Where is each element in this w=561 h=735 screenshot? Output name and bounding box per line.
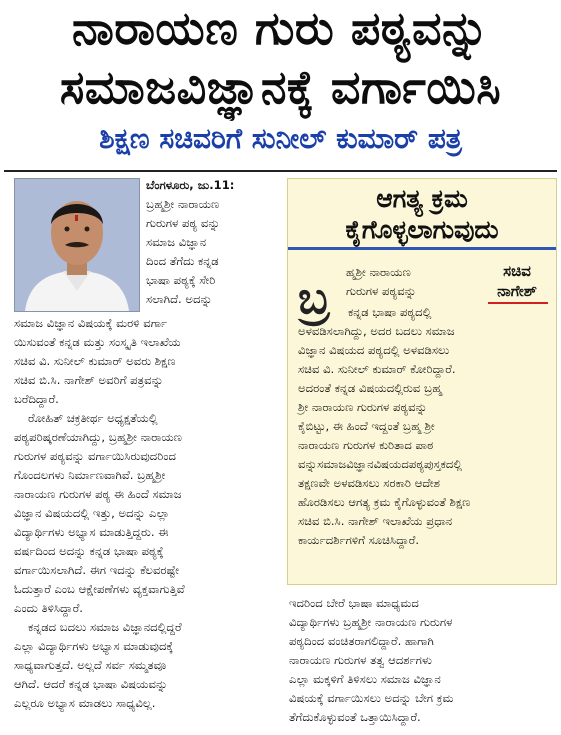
text-line: ಪಠ್ಯಪರಿಷ್ಕರಣೆಯಾಗಿದ್ದು, ಬ್ರಹ್ಮಶ್ರೀ ನಾರಾಯಣ — [14, 430, 182, 444]
minister-name-tag — [482, 261, 552, 301]
text-line: ಎಂದು ತಿಳಿಸಿದ್ದಾರೆ. — [14, 601, 83, 615]
text-line: ಸಚಿವ ವಿ. ಸುನೀಲ್ ಕುಮಾರ್ ಅವರು ಶಿಕ್ಷಣ — [14, 354, 176, 368]
text-line: ಆಗಿದೆ. ಆದರೆ ಕನ್ನಡ ಭಾಷಾ ವಿಷಯವನ್ನು — [14, 677, 168, 691]
text-line: ಭಾಷಾ ಪಠ್ಯಕ್ಕೆ ಸೇರಿ — [146, 273, 216, 287]
text-line: ವಿದ್ಯಾರ್ಥಿಗಳು ಬ್ರಹ್ಮಶ್ರೀ ನಾರಾಯಣ ಗುರುಗಳ — [289, 615, 453, 629]
text-line: ಸಚಿವ ವಿ. ಸುನೀಲ್ ಕುಮಾರ್ ಕೋರಿದ್ದಾರೆ. — [298, 362, 456, 376]
text-line: ಅಳವಡಿಸಲಾಗಿದ್ದು, ಅದರ ಬದಲು ಸಮಾಜ — [298, 324, 455, 338]
text-line: ನಾರಾಯಣ ಗುರುಗಳ ತತ್ವ ಆದರ್ಶಗಳು — [289, 653, 432, 667]
text-line: ಕನ್ನಡದ ಬದಲು ಸಮಾಜ ವಿಜ್ಞಾನದಲ್ಲಿದ್ದರೆ — [28, 620, 182, 634]
name-tag-line-1: ಸಚಿವ — [503, 262, 531, 280]
text-line: ಬೆಂಗಳೂರು, ಜು.11: — [146, 178, 235, 192]
text-line: ತಕ್ಷಣವೇ ಅಳವಡಿಸಲು ಸರಕಾರಿ ಆದೇಶ — [298, 476, 441, 490]
text-line: ಗುರುಗಳ ಪಠ್ಯ ವನ್ನು — [146, 216, 221, 230]
portrait-photo — [14, 178, 140, 312]
text-line: ಬರೆದಿದ್ದಾರೆ. — [14, 392, 59, 406]
text-line: ಗುರುಗಳ ಪಠ್ಯವನ್ನು ವರ್ಗಾಯಿಸಿರುವುದರಿಂದ — [14, 449, 176, 463]
text-line: ವರ್ಷದಿಂದ ಅದನ್ನು ಕನ್ನಡ ಭಾಷಾ ಪಠ್ಯಕ್ಕೆ — [14, 544, 164, 558]
text-line: ಸಮಾಜ ವಿಜ್ಞಾನ — [146, 235, 207, 249]
text-line: ಗುರುಗಳ ಪಠ್ಯವನ್ನು — [346, 284, 417, 298]
text-line: ವಿದ್ಯಾರ್ಥಿಗಳು ಅಭ್ಯಾಸ ಮಾಡುತ್ತಿದ್ದರು. ಈ — [14, 525, 169, 539]
text-line: ದಿಂದ ತೆಗೆದು ಕನ್ನಡ — [146, 254, 219, 268]
text-line: ಶ್ರೀ ನಾರಾಯಣ ಗುರುಗಳ ಪಠ್ಯವನ್ನು — [298, 400, 428, 414]
name-tag-line-2: ನಾಗೇಶ್ — [497, 282, 537, 300]
text-line: ಸಚಿವ ಬಿ.ಸಿ. ನಾಗೇಶ್ ಇಲಾಖೆಯ ಪ್ರಧಾನ — [298, 514, 453, 528]
text-line: ವರ್ಗಾಯಿಸಲಾಗಿದೆ. ಈಗ ಇದನ್ನು ಕೆಲವರಷ್ಟೇ — [14, 563, 180, 577]
text-line: ಹೊರಡಿಸಲು ಆಗತ್ಯ ಕ್ರಮ ಕೈಗೊಳ್ಳುವಂತೆ ಶಿಕ್ಷಣ — [298, 495, 471, 509]
text-line: ಕೈಬಿಟ್ಟು, ಈ ಹಿಂದೆ ಇದ್ದಂತೆ ಬ್ರಹ್ಮ ಶ್ರೀ — [298, 419, 435, 433]
text-line: ಎಲ್ಲಾ ವಿದ್ಯಾರ್ಥಿಗಳು ಅಭ್ಯಾಸ ಮಾಡುವುದಕ್ಕೆ — [14, 639, 174, 653]
text-line: ಕಾರ್ಯದರ್ಶಿಗಳಿಗೆ ಸೂಚಿಸಿದ್ದಾರೆ. — [298, 533, 420, 547]
text-line: ಸಲಾಗಿದೆ. ಅದನ್ನು — [146, 292, 213, 306]
text-line: ಸಾಧ್ಯವಾಗುತ್ತದೆ. ಅಲ್ಲದೆ ಸರ್ವ ಸಮ್ಮತವೂ — [14, 658, 167, 672]
text-line: ರೋಹಿತ್ ಚಕ್ರತೀರ್ಥ ಅಧ್ಯಕ್ಷತೆಯಲ್ಲಿ — [28, 411, 158, 425]
text-line: ವನ್ನುಸಮಾಜವಿಜ್ಞಾನವಿಷಯದಪಠ್ಯಪುಸ್ತಕದಲ್ಲಿ — [298, 457, 463, 471]
text-line: ಯಿಸುವಂತೆ ಕನ್ನಡ ಮತ್ತು ಸಂಸ್ಕೃತಿ ಇಲಾಖೆಯ — [14, 335, 181, 349]
text-line: ಅದರಂತೆ ಕನ್ನಡ ವಿಷಯದಲ್ಲಿರುವ ಬ್ರಹ್ಮ — [298, 381, 442, 395]
text-line: ಎಲ್ಲರೂ ಅಭ್ಯಾಸ ಮಾಡಲು ಸಾಧ್ಯವಿಲ್ಲ. — [14, 696, 156, 710]
headline-line-1: ನಾರಾಯಣ ಗುರು ಪಠ್ಯವನ್ನು — [72, 1, 489, 55]
text-line: ಪಠ್ಯದಿಂದ ವಂಚಿತರಾಗಲಿದ್ದಾರೆ. ಹಾಗಾಗಿ — [289, 634, 434, 648]
text-line: ವಿಜ್ಞಾನ ವಿಷಯದ ಪಠ್ಯದಲ್ಲಿ ಅಳವಡಿಸಲು — [298, 343, 450, 357]
headline-line-2: ಸಮಾಜವಿಜ್ಞಾನಕ್ಕೆ ವರ್ಗಾಯಿಸಿ — [59, 60, 502, 114]
box-title — [288, 179, 556, 245]
text-line: ಸಮಾಜ ವಿಜ್ಞಾನ ವಿಷಯಕ್ಕೆ ಮರಳಿ ವರ್ಗಾ — [14, 316, 168, 330]
text-line: ಸಚಿವ ಬಿ.ಸಿ. ನಾಗೇಶ್ ಅವರಿಗೆ ಪತ್ರವನ್ನು — [14, 373, 164, 387]
text-line: ತೆಗೆದುಕೊಳ್ಳುವಂತೆ ಒತ್ತಾಯಿಸಿದ್ದಾರೆ. — [289, 710, 421, 724]
text-line: ಓದುತ್ತಾರೆ ಎಂಬ ಆಕ್ಷೇಪಣೆಗಳು ವ್ಯಕ್ತವಾಗುತ್ತಿವೆ — [14, 582, 185, 596]
text-line: ಇದರಿಂದ ಬೇರೆ ಭಾಷಾ ಮಾಧ್ಯಮದ — [289, 596, 419, 610]
text-line: ನಾರಾಯಣ ಗುರುಗಳ ಕುರಿತಾದ ಪಾಠ — [298, 438, 434, 452]
right-article-column — [289, 594, 553, 727]
header-divider — [4, 170, 557, 172]
text-line: ನಾರಾಯಣ ಗುರುಗಳ ಪಠ್ಯ ಈ ಹಿಂದೆ ಸಮಾಜ — [14, 487, 182, 501]
left-article-column — [14, 314, 278, 713]
intro-column — [146, 176, 278, 309]
box-title-rule — [288, 247, 556, 250]
text-line: ಗೊಂದಲಗಳು ನಿರ್ಮಾಣವಾಗಿವೆ. ಬ್ರಹ್ಮಶ್ರೀ — [14, 468, 166, 482]
text-line: ಬ್ರಹ್ಮಶ್ರೀ ನಾರಾಯಣ — [146, 197, 220, 211]
person-illustration — [15, 179, 139, 311]
box-body — [298, 303, 546, 550]
sidebar-box — [287, 178, 557, 585]
text-line: ಕನ್ನಡ ಭಾಷಾ ಪಠ್ಯದಲ್ಲಿ — [348, 305, 432, 319]
subheadline: ಶಿಕ್ಷಣ ಸಚಿವರಿಗೆ ಸುನೀಲ್ ಕುಮಾರ್ ಪತ್ರ — [99, 122, 462, 155]
text-line: ವಿಷಯಕ್ಕೆ ವರ್ಗಾಯಿಸಲು ಅದನ್ನು ಬೇಗ ಕ್ರಮ — [289, 691, 454, 705]
text-line: ಎಲ್ಲಾ ಮಕ್ಕಳಿಗೆ ತಿಳಿಸಲು ಸಮಾಜ ವಿಜ್ಞಾನ — [289, 672, 441, 686]
box-title-line-1: ಆಗತ್ಯ ಕ್ರಮ — [376, 184, 468, 213]
text-line: ವಿಜ್ಞಾನ ವಿಷಯದಲ್ಲಿ ಇತ್ತು, ಅದನ್ನು ಎಲ್ಲಾ — [14, 506, 170, 520]
text-line: ಹ್ಮಶ್ರೀ ನಾರಾಯಣ — [346, 265, 411, 279]
box-title-line-2: ಕೈಗೊಳ್ಳಲಾಗುವುದು — [345, 215, 499, 244]
box-lead-lines — [346, 263, 476, 301]
drop-cap: ಬ್ರ — [298, 273, 330, 324]
